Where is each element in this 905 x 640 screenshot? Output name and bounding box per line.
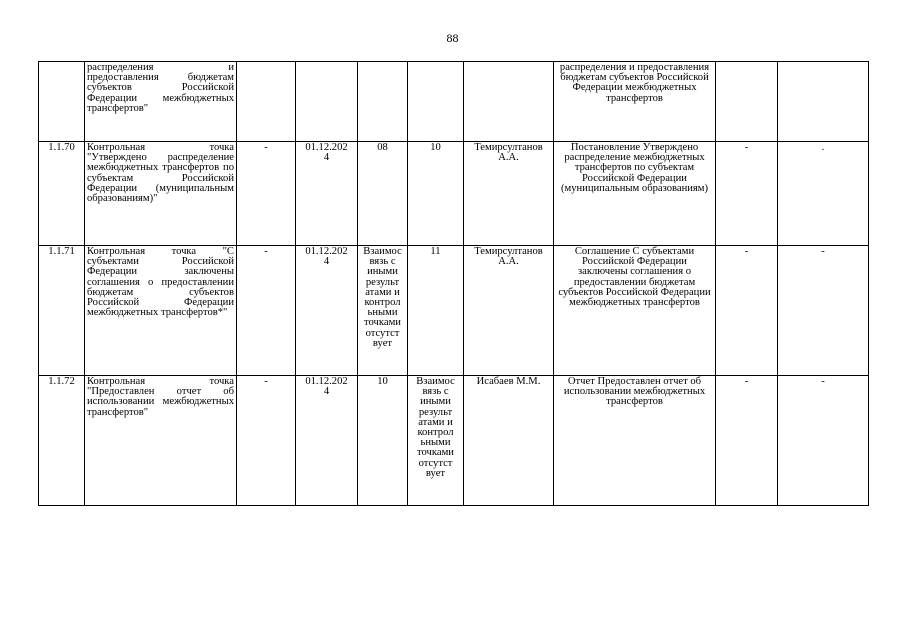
row-document: распределения и предоставления бюджетам субъектов Российской Федерации межбюджетных трансфертов	[554, 62, 716, 142]
row-document: Соглашение С субъектами Российской Федерации заключены соглашения о предоставлении бюджетам субъектов Российской Федерации межбюджетных трансфертов	[554, 246, 716, 376]
page-number: 88	[446, 31, 459, 45]
row-number	[39, 62, 85, 142]
row-type: Взаимос вязь с иными результ атами и контрол ьными точками отсутст вует	[358, 246, 408, 376]
row-extra-1: -	[716, 246, 778, 376]
row-extra-2: .	[778, 142, 869, 246]
table-row	[39, 62, 869, 142]
row-type: 10	[358, 376, 408, 506]
row-extra-2	[778, 62, 869, 142]
row-responsible: Исабаев М.М.	[464, 376, 554, 506]
table-row	[39, 376, 869, 506]
row-responsible: Темирсултанов А.А.	[464, 246, 554, 376]
row-date: 01.12.202 4	[296, 376, 358, 506]
row-prev: -	[237, 246, 296, 376]
row-col6: Взаимос вязь с иными результ атами и контрол ьными точками отсутст вует	[408, 376, 464, 506]
row-extra-2: -	[778, 376, 869, 506]
row-prev: -	[237, 142, 296, 246]
plan-table	[38, 61, 869, 506]
row-date	[296, 62, 358, 142]
row-date: 01.12.202 4	[296, 142, 358, 246]
row-name: распределения и предоставления бюджетам субъектов Российской Федерации межбюджетных трансфертов"	[85, 62, 237, 142]
row-document: Отчет Предоставлен отчет об использовании межбюджетных трансфертов	[554, 376, 716, 506]
row-type	[358, 62, 408, 142]
row-responsible	[464, 62, 554, 142]
row-col6: 11	[408, 246, 464, 376]
row-responsible: Темирсултанов А.А.	[464, 142, 554, 246]
row-document: Постановление Утверждено распределение межбюджетных трансфертов по субъектам Российской Федерации (муниципальным образованиям)	[554, 142, 716, 246]
row-date: 01.12.202 4	[296, 246, 358, 376]
row-prev	[237, 62, 296, 142]
row-number: 1.1.70	[39, 142, 85, 246]
row-name: Контрольная точка "Предоставлен отчет об использовании межбюджетных трансфертов"	[85, 376, 237, 506]
row-number: 1.1.72	[39, 376, 85, 506]
row-type: 08	[358, 142, 408, 246]
row-extra-2: -	[778, 246, 869, 376]
table-row	[39, 142, 869, 246]
row-extra-1: -	[716, 142, 778, 246]
row-extra-1: -	[716, 376, 778, 506]
row-col6	[408, 62, 464, 142]
row-col6: 10	[408, 142, 464, 246]
row-name: Контрольная точка "С субъектами Российской Федерации заключены соглашения о предоставлении бюджетам субъектов Российской Федерации межбюджетных трансфертов*"	[85, 246, 237, 376]
row-number: 1.1.71	[39, 246, 85, 376]
row-extra-1	[716, 62, 778, 142]
row-name: Контрольная точка "Утверждено распределение межбюджетных трансфертов по субъектам Российской Федерации (муниципальным образованиям)"	[85, 142, 237, 246]
table-row	[39, 246, 869, 376]
row-prev: -	[237, 376, 296, 506]
